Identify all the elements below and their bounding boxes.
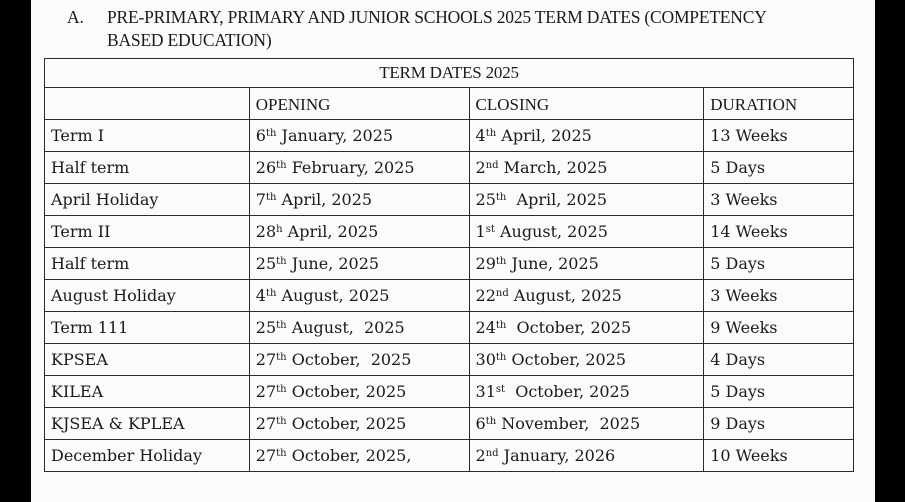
opening-day: 4 [255, 286, 266, 305]
duration-cell: 3 Weeks [704, 280, 854, 312]
opening-date-cell [249, 312, 469, 344]
opening-ordinal: th [265, 128, 277, 139]
closing-ordinal: st [495, 384, 506, 395]
closing-date-cell [469, 216, 704, 248]
closing-ordinal: th [495, 192, 507, 203]
closing-month-year: August, 2025 [494, 222, 608, 241]
duration-cell: 10 Weeks [704, 440, 854, 472]
closing-day: 2 [475, 446, 486, 465]
table-row [45, 344, 854, 376]
closing-date-cell [469, 120, 704, 152]
opening-ordinal: th [265, 192, 277, 203]
opening-month-year: October, 2025 [286, 382, 407, 401]
table-row [45, 408, 854, 440]
opening-day: 27 [255, 414, 277, 433]
opening-date-cell [249, 184, 469, 216]
opening-date-cell [249, 408, 469, 440]
table-row [45, 184, 854, 216]
opening-month-year: October, 2025 [286, 350, 412, 369]
period-cell: KPSEA [45, 344, 250, 376]
closing-ordinal: nd [485, 160, 499, 171]
table-row [45, 216, 854, 248]
document-page [31, 0, 875, 502]
opening-date-cell [249, 280, 469, 312]
duration-cell: 13 Weeks [704, 120, 854, 152]
closing-month-year: October, 2025 [505, 382, 630, 401]
opening-ordinal: th [276, 320, 287, 331]
column-header-period [45, 88, 250, 120]
duration-cell: 3 Weeks [704, 184, 854, 216]
duration-cell: 9 Weeks [704, 312, 854, 344]
period-cell: Half term [45, 152, 250, 184]
opening-month-year: October, 2025 [286, 414, 407, 433]
opening-day: 7 [255, 190, 266, 209]
closing-date-cell [469, 184, 704, 216]
closing-date-cell [469, 408, 704, 440]
closing-month-year: April, 2025 [496, 126, 592, 145]
closing-date-cell [469, 248, 704, 280]
table-row [45, 440, 854, 472]
closing-ordinal: th [485, 128, 497, 139]
closing-month-year: June, 2025 [506, 254, 599, 273]
closing-date-cell [469, 312, 704, 344]
opening-month-year: August, 2025 [276, 286, 390, 305]
closing-day: 24 [475, 318, 496, 337]
closing-month-year: October, 2025 [506, 318, 632, 337]
opening-ordinal: th [276, 416, 287, 427]
closing-ordinal: th [495, 320, 507, 331]
period-cell: KJSEA & KPLEA [45, 408, 250, 440]
table-header-row [45, 88, 854, 120]
opening-day: 6 [255, 126, 266, 145]
closing-day: 6 [475, 414, 486, 433]
closing-day: 1 [475, 222, 486, 241]
period-cell: KILEA [45, 376, 250, 408]
period-cell: April Holiday [45, 184, 250, 216]
period-cell: December Holiday [45, 440, 250, 472]
closing-day: 22 [475, 286, 496, 305]
opening-day: 25 [255, 254, 277, 273]
column-header-duration: DURATION [704, 88, 854, 120]
closing-date-cell [469, 152, 704, 184]
term-dates-table [44, 58, 854, 472]
closing-month-year: March, 2025 [498, 158, 608, 177]
opening-month-year: April, 2025 [282, 222, 379, 241]
closing-date-cell [469, 440, 704, 472]
closing-ordinal: st [485, 224, 495, 235]
opening-ordinal: th [276, 256, 287, 267]
opening-date-cell [249, 248, 469, 280]
closing-day: 25 [475, 190, 496, 209]
opening-month-year: February, 2025 [286, 158, 415, 177]
opening-day: 27 [255, 446, 277, 465]
column-header-closing: CLOSING [469, 88, 704, 120]
period-cell: Term 111 [45, 312, 250, 344]
table-title: TERM DATES 2025 [45, 59, 854, 88]
closing-ordinal: th [485, 416, 497, 427]
duration-cell: 14 Weeks [704, 216, 854, 248]
table-body [45, 120, 854, 472]
opening-ordinal: th [276, 448, 287, 459]
closing-day: 2 [475, 158, 486, 177]
closing-month-year: October, 2025 [506, 350, 627, 369]
duration-cell: 9 Days [704, 408, 854, 440]
opening-month-year: April, 2025 [276, 190, 373, 209]
closing-month-year: August, 2025 [508, 286, 622, 305]
closing-date-cell [469, 344, 704, 376]
table-row [45, 152, 854, 184]
opening-day: 27 [255, 350, 277, 369]
duration-cell: 4 Days [704, 344, 854, 376]
closing-ordinal: nd [495, 288, 509, 299]
closing-date-cell [469, 376, 704, 408]
opening-day: 28 [255, 222, 277, 241]
section-letter: A. [67, 7, 84, 27]
opening-ordinal: h [276, 224, 283, 235]
table-title-row [45, 59, 854, 88]
period-cell: August Holiday [45, 280, 250, 312]
closing-ordinal: nd [485, 448, 499, 459]
opening-ordinal: th [265, 288, 277, 299]
closing-month-year: April, 2025 [506, 190, 608, 209]
opening-date-cell [249, 216, 469, 248]
duration-cell: 5 Days [704, 376, 854, 408]
table-row [45, 376, 854, 408]
opening-date-cell [249, 120, 469, 152]
closing-day: 29 [475, 254, 496, 273]
opening-month-year: June, 2025 [286, 254, 380, 273]
section-heading [67, 6, 867, 52]
opening-month-year: August, 2025 [286, 318, 405, 337]
table-row [45, 280, 854, 312]
opening-date-cell [249, 344, 469, 376]
table-row [45, 120, 854, 152]
closing-month-year: November, 2025 [496, 414, 641, 433]
closing-ordinal: th [495, 352, 507, 363]
opening-month-year: January, 2025 [276, 126, 394, 145]
closing-day: 4 [475, 126, 486, 145]
column-header-opening: OPENING [249, 88, 469, 120]
closing-month-year: January, 2026 [498, 446, 616, 465]
duration-cell: 5 Days [704, 152, 854, 184]
table-row [45, 312, 854, 344]
opening-day: 26 [255, 158, 277, 177]
closing-day: 31 [475, 382, 496, 401]
period-cell: Term I [45, 120, 250, 152]
opening-date-cell [249, 440, 469, 472]
heading-line-1: PRE-PRIMARY, PRIMARY AND JUNIOR SCHOOLS 2025 TERM DATES (COMPETENCY [107, 7, 767, 27]
table-row [45, 248, 854, 280]
closing-day: 30 [475, 350, 496, 369]
opening-date-cell [249, 376, 469, 408]
opening-month-year: October, 2025, [286, 446, 412, 465]
opening-date-cell [249, 152, 469, 184]
opening-ordinal: th [276, 384, 287, 395]
opening-day: 25 [255, 318, 277, 337]
opening-ordinal: th [276, 160, 287, 171]
period-cell: Term II [45, 216, 250, 248]
opening-ordinal: th [276, 352, 287, 363]
closing-ordinal: th [495, 256, 507, 267]
period-cell: Half term [45, 248, 250, 280]
opening-day: 27 [255, 382, 277, 401]
heading-line-2: BASED EDUCATION) [107, 30, 272, 50]
closing-date-cell [469, 280, 704, 312]
duration-cell: 5 Days [704, 248, 854, 280]
